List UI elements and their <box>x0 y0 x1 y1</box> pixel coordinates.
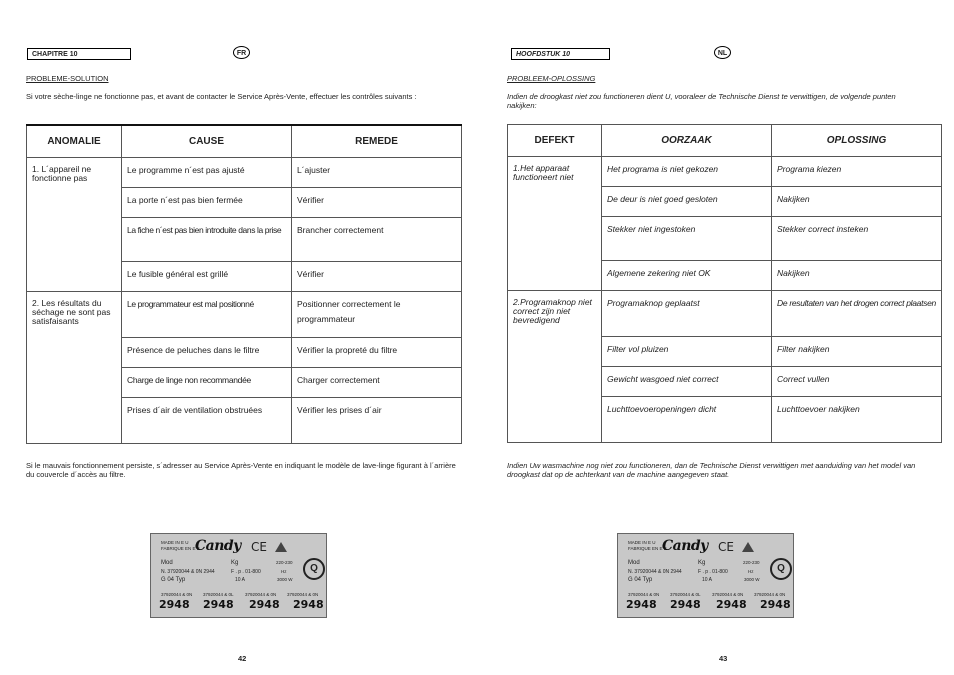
intro-text: Si votre sèche-linge ne fonctionne pas, et avant de contacter le Service Après-Vente, effectuer les contrôles suivants : <box>26 92 417 101</box>
ce-mark: CE <box>251 540 267 554</box>
watt-text: 3000 W <box>744 577 760 582</box>
remedy-cell: Stekker correct insteken <box>772 217 942 261</box>
n-line-text: N. 37920044 & 0N 2944 <box>628 569 682 575</box>
outro-text: Indien Uw wasmachine nog niet zou functioneren, dan de Technische Dienst verwittigen met aanduiding van het model van droogkast dat op de achterkant van de machine aangegeven staat. <box>507 461 916 479</box>
model-number: 2948 <box>716 598 747 611</box>
warning-triangle-icon <box>742 542 754 552</box>
section-subtitle: PROBLEEM-OPLOSSING <box>507 74 596 83</box>
hz-text: Hz <box>748 569 754 574</box>
rating-plate <box>617 533 794 618</box>
remedy-cell: Programa kiezen <box>772 157 942 187</box>
cause-cell: De deur is niet goed gesloten <box>602 187 772 217</box>
remedy-cell: Vérifier <box>292 261 462 291</box>
anomaly-cell: 2. Les résultats du séchage ne sont pas satisfaisants <box>27 291 122 443</box>
code-text: 37920044 & 0N <box>245 592 277 597</box>
chapter-box: HOOFDSTUK 10 <box>511 48 610 60</box>
cause-cell: Stekker niet ingestoken <box>602 217 772 261</box>
remedy-cell: Vérifier les prises d´air <box>292 397 462 443</box>
code-text: 37920044 & 0N <box>628 592 660 597</box>
header-solution: OPLOSSING <box>772 125 942 157</box>
remedy-cell: Nakijken <box>772 187 942 217</box>
header-anomaly: ANOMALIE <box>27 125 122 157</box>
remedy-cell: Nakijken <box>772 261 942 291</box>
header-cause: OORZAAK <box>602 125 772 157</box>
model-number: 2948 <box>626 598 657 611</box>
cause-cell: Charge de linge non recommandée <box>122 367 292 397</box>
cause-cell: La fiche n´est pas bien introduite dans la prise <box>122 217 292 261</box>
chapter-box: CHAPITRE 10 <box>27 48 131 60</box>
kg-text: Kg <box>231 560 239 566</box>
cause-cell: La porte n´est pas bien fermée <box>122 187 292 217</box>
fabrique-text: FABRIQUE EN E E <box>161 546 200 551</box>
outro-text: Si le mauvais fonctionnement persiste, s´adresser au Service Après-Vente en indiquant le modèle de lave-linge figurant à l´arrière du couvercle d´accès au filtre. <box>26 461 456 479</box>
made-in-text: MADE IN E U <box>628 540 656 545</box>
cause-cell: Algemene zekering niet OK <box>602 261 772 291</box>
model-number: 2948 <box>203 598 234 611</box>
brand-logo: Candy <box>195 538 241 554</box>
troubleshooting-table <box>507 124 942 443</box>
anomaly-cell: 1.Het apparaat functioneert niet <box>508 157 602 291</box>
cause-cell: Prises d´air de ventilation obstruées <box>122 397 292 443</box>
code-text: 37920044 & 0N <box>161 592 193 597</box>
code-text: 37920044 & 0N <box>287 592 319 597</box>
mod-text: Mod <box>628 560 640 566</box>
quality-mark-icon: Q <box>770 558 792 580</box>
voltage-text: 220-230 <box>276 560 293 565</box>
remedy-cell: Filter nakijken <box>772 337 942 367</box>
mod-text: Mod <box>161 560 173 566</box>
fabrique-text: FABRIQUE EN E E <box>628 546 667 551</box>
brand-logo: Candy <box>662 538 708 554</box>
remedy-cell: Brancher correctement <box>292 217 462 261</box>
code-text: 37920044 & 0L <box>203 592 234 597</box>
g-line-text: G 04 Typ <box>161 577 186 583</box>
ce-mark: CE <box>718 540 734 554</box>
remedy-cell: Charger correctement <box>292 367 462 397</box>
page-right <box>477 0 954 675</box>
n-line-text: N. 37920044 & 0N 2944 <box>161 569 215 575</box>
cause-cell: Le programme n´est pas ajusté <box>122 157 292 187</box>
ampere-text: 10 A <box>702 577 713 583</box>
code-text: 37920044 & 0N <box>754 592 786 597</box>
voltage-text: 220-230 <box>743 560 760 565</box>
code-text: 37920044 & 0N <box>712 592 744 597</box>
ampere-text: 10 A <box>235 577 246 583</box>
remedy-cell: Vérifier la propreté du filtre <box>292 337 462 367</box>
remedy-cell: Correct vullen <box>772 367 942 397</box>
cause-cell: Luchttoevoeropeningen dicht <box>602 397 772 443</box>
cause-cell: Filter vol pluizen <box>602 337 772 367</box>
header-remedy: REMEDE <box>292 125 462 157</box>
code-text: 37920044 & 0L <box>670 592 701 597</box>
rating-plate <box>150 533 327 618</box>
fp-text: F . p . 01-800 <box>231 569 261 575</box>
model-number: 2948 <box>760 598 791 611</box>
model-number: 2948 <box>159 598 190 611</box>
warning-triangle-icon <box>275 542 287 552</box>
remedy-cell: Positionner correctement le programmateur <box>292 291 462 337</box>
remedy-cell: Vérifier <box>292 187 462 217</box>
anomaly-cell: 1. L´appareil ne fonctionne pas <box>27 157 122 291</box>
cause-cell: Le programmateur est mal positionné <box>122 291 292 337</box>
anomaly-cell: 2.Programaknop niet correct zijn niet bevredigend <box>508 291 602 443</box>
quality-mark-icon: Q <box>303 558 325 580</box>
language-badge: NL <box>714 46 731 59</box>
cause-cell: Het programa is niet gekozen <box>602 157 772 187</box>
page-number: 43 <box>719 654 728 663</box>
cause-cell: Le fusible général est grillé <box>122 261 292 291</box>
cause-cell: Programaknop geplaatst <box>602 291 772 337</box>
kg-text: Kg <box>698 560 706 566</box>
g-line-text: G 04 Typ <box>628 577 653 583</box>
remedy-cell: Luchttoevoer nakijken <box>772 397 942 443</box>
model-number: 2948 <box>249 598 280 611</box>
model-number: 2948 <box>293 598 324 611</box>
watt-text: 3000 W <box>277 577 293 582</box>
language-badge: FR <box>233 46 250 59</box>
remedy-cell: De resultaten van het drogen correct plaatsen <box>772 291 942 337</box>
cause-cell: Gewicht wasgoed niet correct <box>602 367 772 397</box>
cause-cell: Présence de peluches dans le filtre <box>122 337 292 367</box>
made-in-text: MADE IN E U <box>161 540 189 545</box>
page-number: 42 <box>238 654 247 663</box>
remedy-cell: L´ajuster <box>292 157 462 187</box>
intro-text: Indien de droogkast niet zou functioneren dient U, vooraleer de Technische Dienst te verwittigen, de volgende punten nakijken: <box>507 92 896 110</box>
header-defect: DEFEKT <box>508 125 602 157</box>
section-subtitle: PROBLEME-SOLUTION <box>26 74 109 83</box>
hz-text: Hz <box>281 569 287 574</box>
header-cause: CAUSE <box>122 125 292 157</box>
troubleshooting-table <box>26 124 462 444</box>
model-number: 2948 <box>670 598 701 611</box>
fp-text: F . p . 01-800 <box>698 569 728 575</box>
